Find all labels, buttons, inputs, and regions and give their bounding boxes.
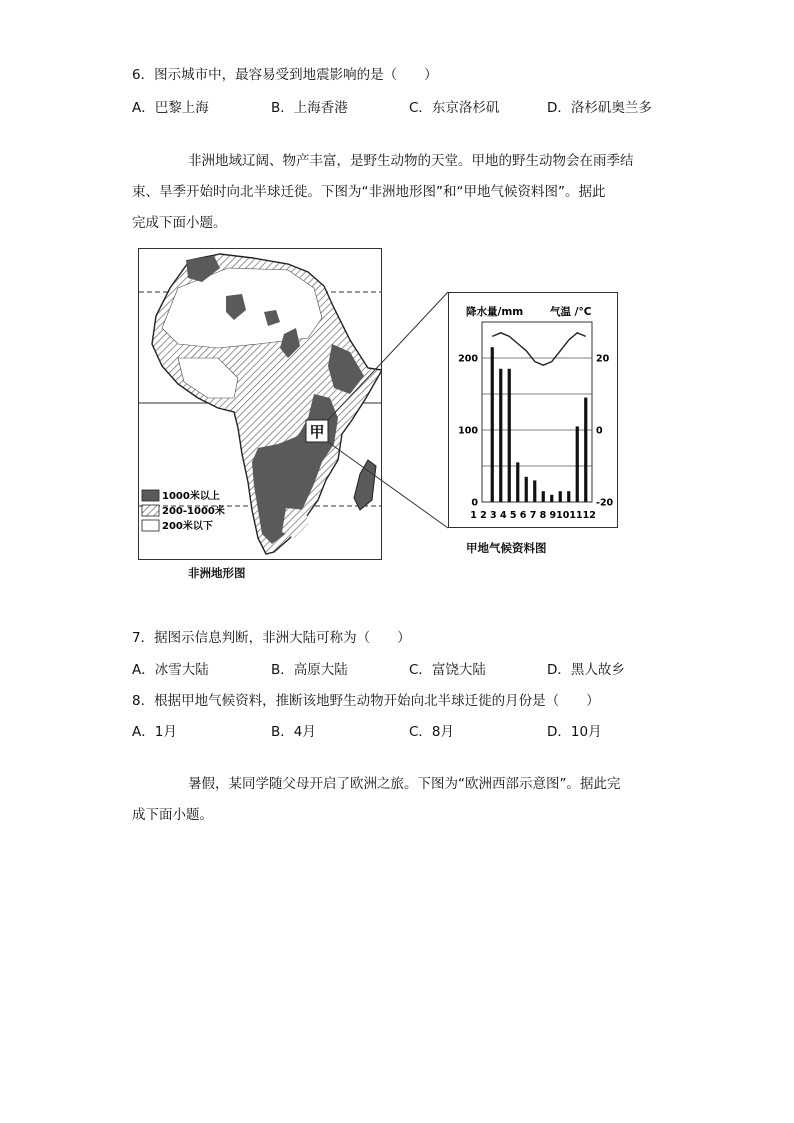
legend-label-low: 200米以下 bbox=[162, 521, 213, 532]
left-tick-0: 0 bbox=[471, 497, 478, 509]
q6-option-b[interactable]: B．上海香港 bbox=[271, 100, 348, 116]
passage-1-line-3: 完成下面小题。 bbox=[132, 215, 227, 231]
left-tick-200: 200 bbox=[458, 353, 478, 365]
q7-option-d[interactable]: D．黑人故乡 bbox=[547, 662, 625, 678]
question-8-stem: 8．根据甲地气候资料，推断该地野生动物开始向北半球迁徙的月份是（ ） bbox=[132, 693, 600, 709]
left-tick-100: 100 bbox=[458, 425, 478, 437]
precip-bar-6 bbox=[533, 480, 536, 502]
precip-bar-3 bbox=[508, 369, 511, 502]
precip-bar-4 bbox=[516, 462, 519, 502]
question-7-stem: 7．据图示信息判断，非洲大陆可称为（ ） bbox=[132, 630, 411, 646]
map-title: 非洲地形图 bbox=[188, 566, 246, 580]
q7-option-b[interactable]: B．高原大陆 bbox=[271, 662, 348, 678]
legend-label-high: 1000米以上 bbox=[162, 491, 220, 502]
precip-bar-10 bbox=[567, 491, 570, 502]
question-6-stem: 6．图示城市中，最容易受到地震影响的是（ ） bbox=[132, 67, 438, 83]
precip-bar-9 bbox=[559, 491, 562, 502]
precip-bar-12 bbox=[584, 398, 587, 502]
chart-title: 甲地气候资料图 bbox=[466, 541, 547, 555]
precip-bar-1 bbox=[491, 347, 494, 502]
right-tick-0: 0 bbox=[596, 425, 603, 437]
precip-bar-2 bbox=[499, 369, 502, 502]
location-jia-label: 甲 bbox=[309, 423, 325, 441]
q8-option-b[interactable]: B．4月 bbox=[271, 724, 316, 740]
q8-option-c[interactable]: C．8月 bbox=[409, 724, 455, 740]
q8-option-a[interactable]: A．1月 bbox=[132, 724, 177, 740]
q7-option-c[interactable]: C．富饶大陆 bbox=[409, 662, 486, 678]
passage-1-line-2: 束、旱季开始时向北半球迁徙。下图为“非洲地形图”和“甲地气候资料图”。据此 bbox=[132, 184, 606, 200]
passage-2-line-2: 成下面小题。 bbox=[132, 807, 213, 823]
precip-bar-11 bbox=[576, 426, 579, 502]
right-tick-20: 20 bbox=[596, 353, 610, 365]
right-axis-label: 气温 /°C bbox=[550, 306, 592, 318]
passage-2-line-1: 暑假，某同学随父母开启了欧洲之旅。下图为“欧洲西部示意图”。据此完 bbox=[188, 776, 621, 792]
precip-bar-8 bbox=[550, 495, 553, 502]
precip-bar-5 bbox=[525, 477, 528, 502]
legend-label-mid: 200-1000米 bbox=[162, 506, 225, 517]
x-tick-labels: 1 2 3 4 5 6 7 8 9101112 bbox=[470, 510, 596, 521]
passage-1-line-1: 非洲地域辽阔、物产丰富，是野生动物的天堂。甲地的野生动物会在雨季结 bbox=[188, 153, 634, 169]
q8-option-d[interactable]: D．10月 bbox=[547, 724, 602, 740]
precip-bar-7 bbox=[542, 491, 545, 502]
right-tick--20: -20 bbox=[596, 497, 614, 509]
left-axis-label: 降水量/mm bbox=[466, 306, 524, 318]
q7-option-a[interactable]: A．冰雪大陆 bbox=[132, 662, 209, 678]
q6-option-d[interactable]: D．洛杉矶奥兰多 bbox=[547, 100, 652, 116]
q6-option-c[interactable]: C．东京洛杉矶 bbox=[409, 100, 500, 116]
climate-chart bbox=[448, 292, 618, 528]
q6-option-a[interactable]: A．巴黎上海 bbox=[132, 100, 209, 116]
